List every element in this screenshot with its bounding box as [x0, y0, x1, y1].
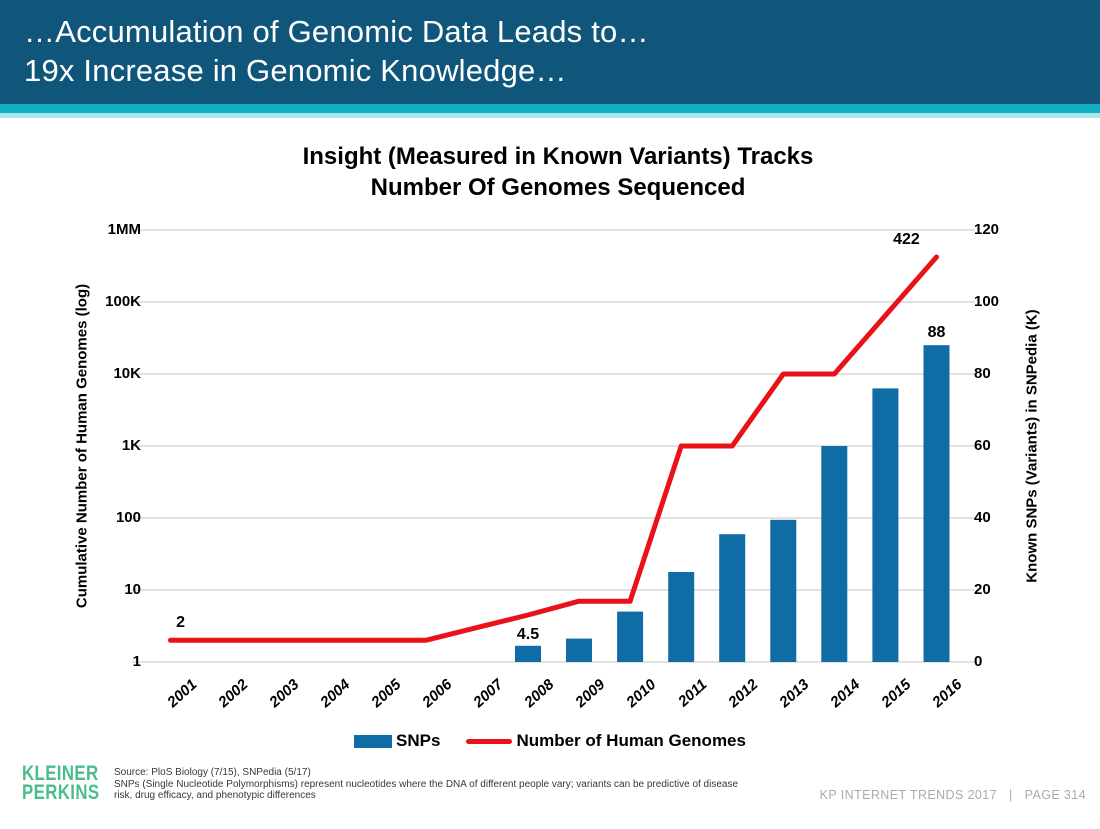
- x-tick-2015: 2015: [878, 676, 915, 711]
- data-label-bar-2008: 4.5: [516, 625, 540, 643]
- x-tick-2012: 2012: [725, 676, 762, 711]
- source-line3: risk, drug efficacy, and phenotypic differences: [114, 790, 316, 801]
- logo-line2: PERKINS: [22, 781, 100, 804]
- data-label-line-start: 2: [176, 614, 185, 632]
- header-accent-strip: [0, 104, 1100, 113]
- y-right-tick: 80: [974, 365, 991, 382]
- x-tick-2008: 2008: [521, 676, 558, 711]
- page-number: PAGE 314: [1024, 788, 1086, 802]
- y-axis-right-title: Known SNPs (Variants) in SNPedia (K): [1023, 309, 1041, 583]
- y-left-tick: 10K: [113, 365, 141, 382]
- x-tick-2009: 2009: [572, 676, 609, 711]
- x-tick-2016: 2016: [929, 676, 966, 711]
- source-line1: Source: PloS Biology (7/15), SNPedia (5/17): [114, 767, 311, 778]
- legend-label-genomes: Number of Human Genomes: [516, 731, 746, 750]
- legend-item-genomes: [466, 731, 746, 751]
- x-tick-2003: 2003: [265, 676, 303, 711]
- x-tick-2002: 2002: [214, 676, 251, 711]
- y-right-tick: 100: [974, 293, 1000, 310]
- x-tick-2011: 2011: [675, 676, 711, 711]
- y-right-tick: 120: [974, 221, 1000, 238]
- y-left-tick: 100: [115, 509, 141, 526]
- x-tick-2013: 2013: [776, 676, 813, 711]
- page-separator: |: [1009, 788, 1013, 802]
- logo-line1: KLEINER: [22, 762, 99, 785]
- legend-label-snps: SNPs: [396, 731, 441, 750]
- legend-swatch-genomes: [466, 739, 512, 744]
- data-label-line-2016: 422: [893, 230, 920, 248]
- x-tick-2001: 2001: [163, 676, 200, 711]
- legend-swatch-snps: [354, 735, 392, 748]
- chart-title-line1: Insight (Measured in Known Variants) Tracks: [302, 143, 814, 170]
- y-left-tick: 100K: [105, 293, 141, 310]
- legend-item-snps: [354, 731, 440, 751]
- x-tick-2005: 2005: [367, 676, 405, 711]
- header-accent-strip-pale: [0, 113, 1100, 118]
- y-left-tick: 1: [132, 653, 141, 670]
- y-axis-left-title: Cumulative Number of Human Genomes (log): [73, 283, 91, 609]
- x-tick-2010: 2010: [623, 676, 660, 711]
- y-right-tick: 20: [974, 581, 991, 598]
- y-right-tick: 40: [974, 509, 991, 526]
- y-left-tick: 10: [124, 581, 141, 598]
- source-line2: SNPs (Single Nucleotide Polymorphisms) represent nucleotides where the DNA of different people vary; variants can be predictive of disease: [114, 778, 739, 790]
- y-left-tick: 1K: [121, 437, 141, 454]
- x-tick-2007: 2007: [470, 676, 507, 711]
- x-tick-2006: 2006: [419, 676, 456, 711]
- chart-title-line2: Number Of Genomes Sequenced: [370, 174, 746, 201]
- chart-title: [16, 141, 1100, 203]
- header-title-line2: 19x Increase in Genomic Knowledge…: [24, 53, 567, 88]
- kleiner-perkins-logo: [22, 764, 99, 802]
- source-note: [114, 767, 754, 802]
- data-label-bar-2016: 88: [927, 324, 946, 342]
- x-tick-2014: 2014: [827, 676, 864, 711]
- page-info: [820, 788, 1086, 802]
- deck-name: KP INTERNET TRENDS 2017: [819, 788, 997, 802]
- x-tick-2004: 2004: [316, 676, 354, 711]
- header-title-line1: …Accumulation of Genomic Data Leads to…: [24, 14, 649, 49]
- slide-header: [0, 0, 1100, 104]
- y-left-tick: 1MM: [107, 221, 141, 238]
- chart-legend: [0, 731, 1100, 751]
- y-right-tick: 0: [974, 653, 983, 670]
- y-right-tick: 60: [974, 437, 991, 454]
